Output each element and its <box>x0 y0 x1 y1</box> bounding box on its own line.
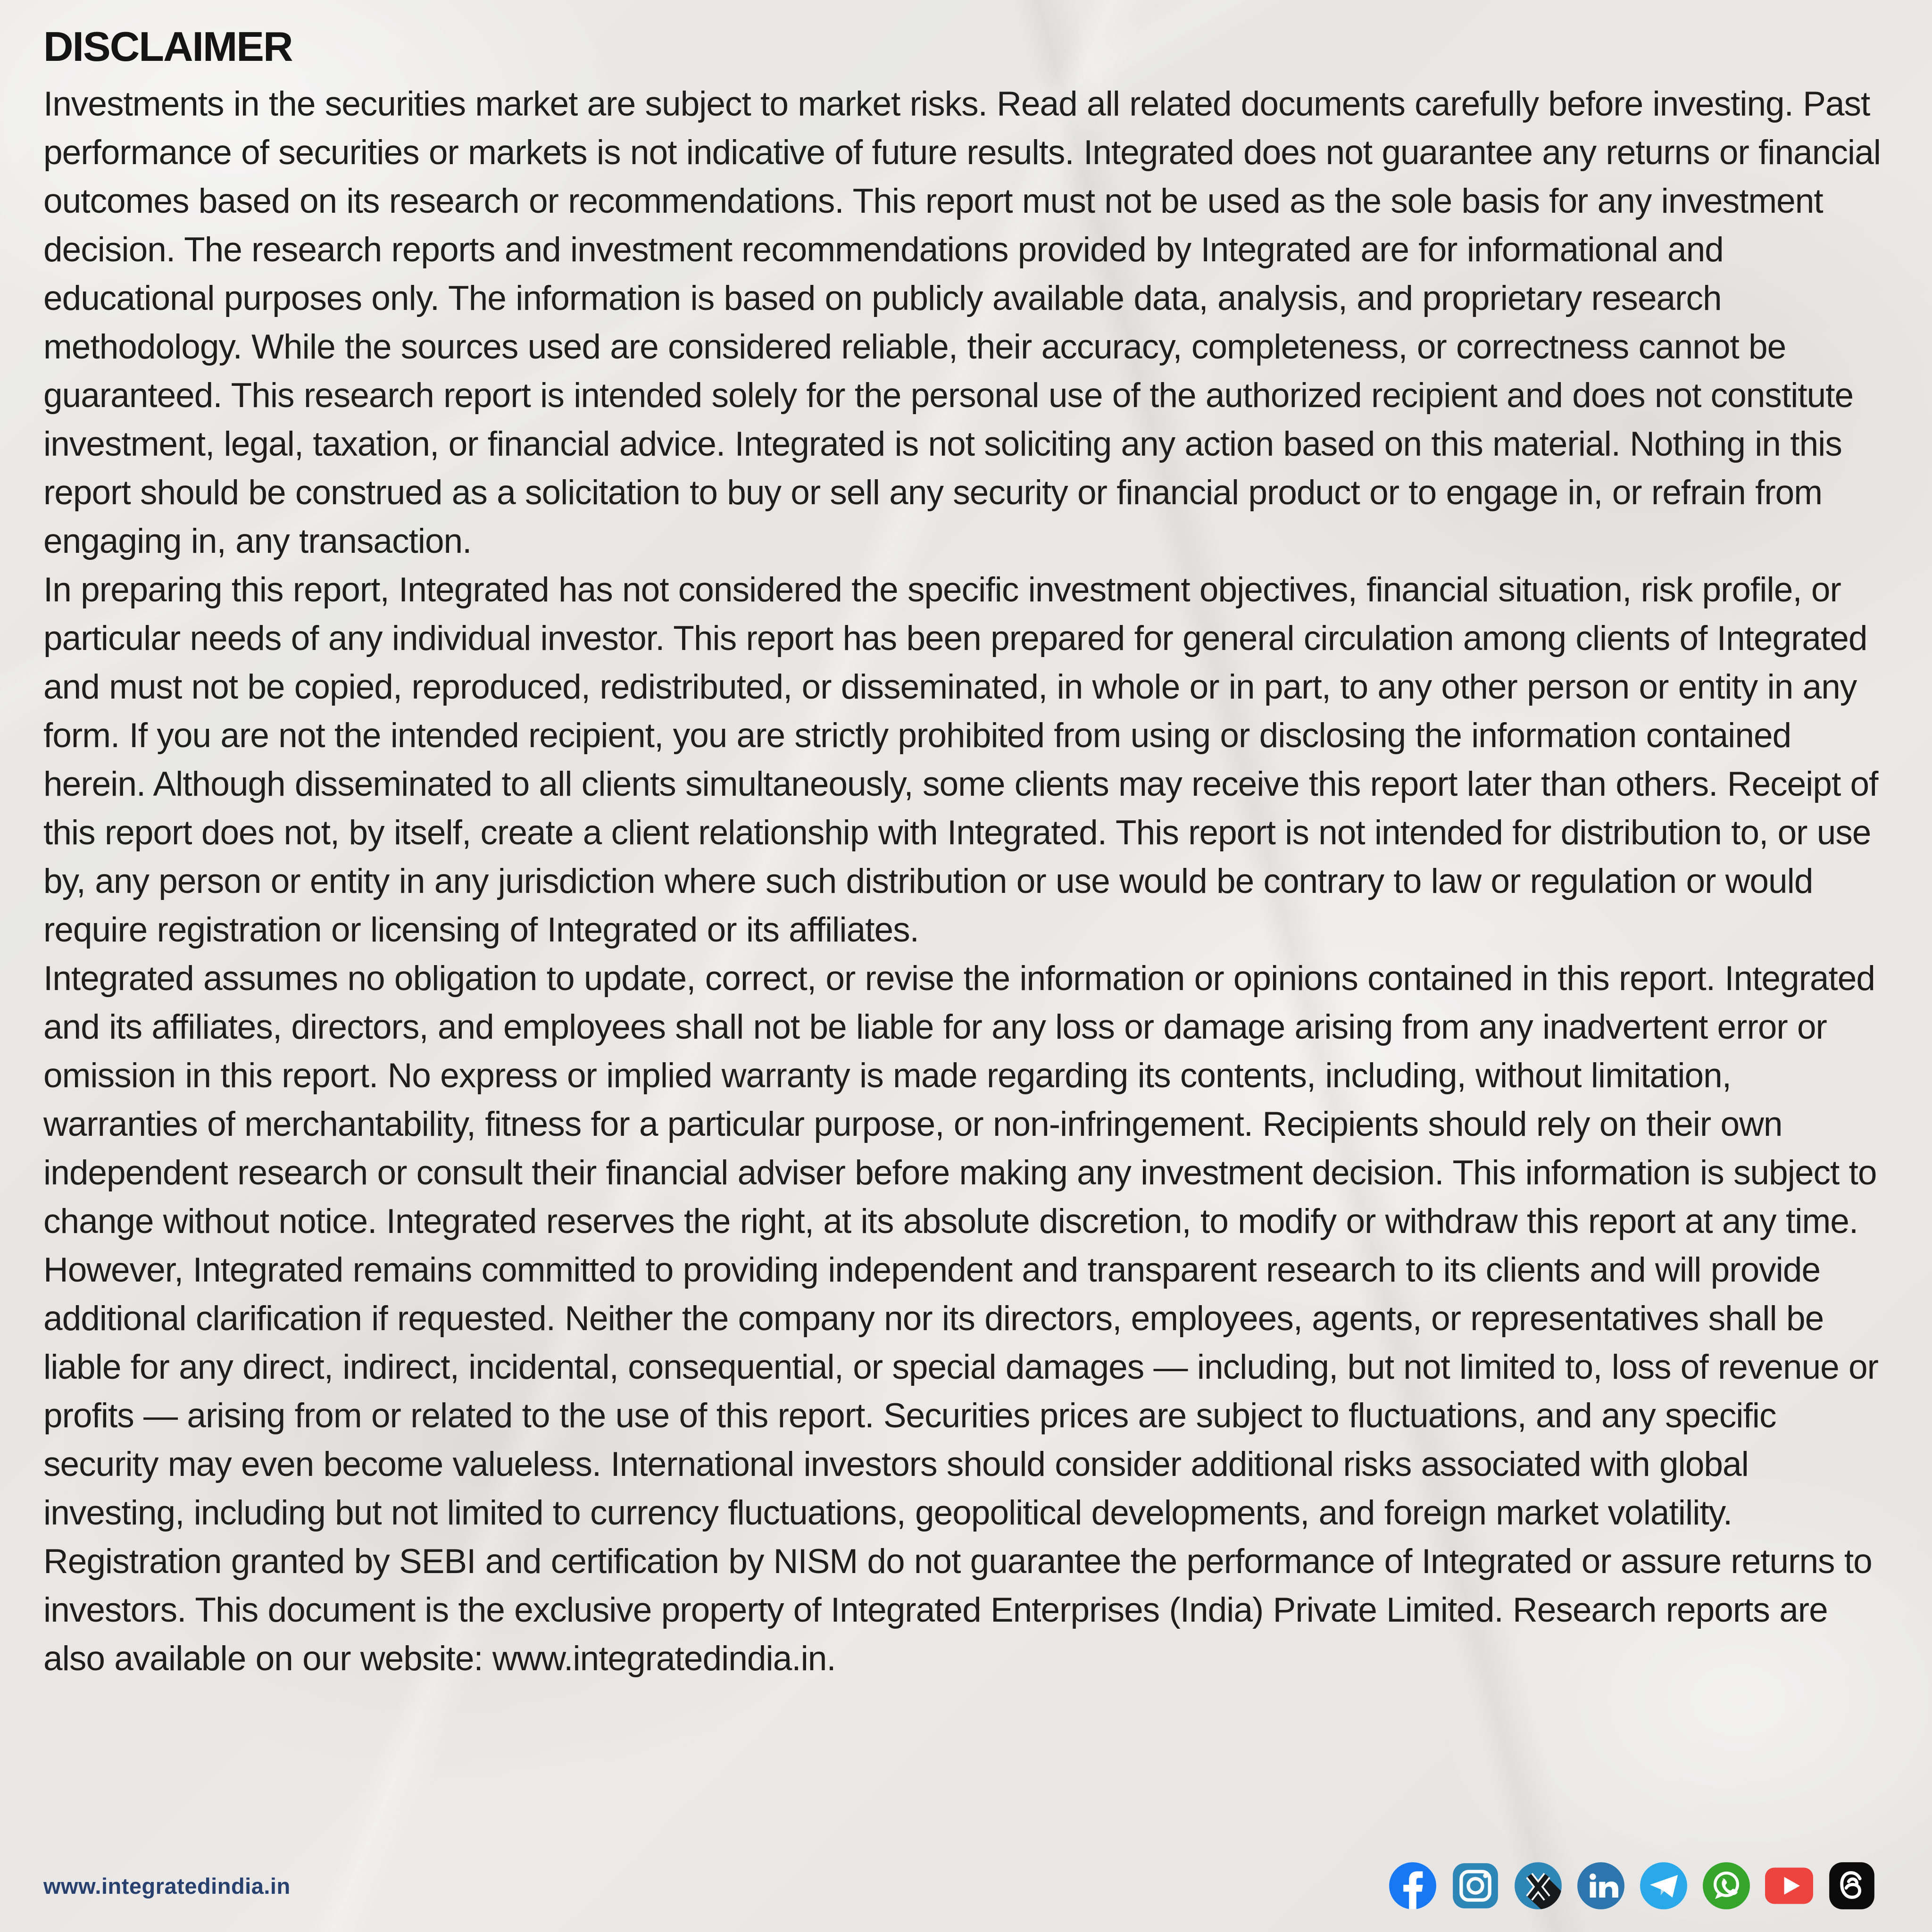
x-icon <box>1514 1861 1563 1910</box>
social-link-threads[interactable] <box>1827 1861 1876 1910</box>
social-link-x[interactable] <box>1514 1861 1563 1910</box>
social-link-facebook[interactable] <box>1388 1861 1437 1910</box>
social-link-whatsapp[interactable] <box>1702 1861 1751 1910</box>
footer <box>43 1857 1876 1914</box>
social-link-telegram[interactable] <box>1639 1861 1688 1910</box>
linkedin-icon <box>1576 1861 1625 1910</box>
disclaimer-paragraph: In preparing this report, Integrated has not considered the specific investment objectives, financial situation, risk profile, or particular needs of any individual investor. This report has been prepared for general circulation among clients of Integrated and must not be copied, reproduced, redistributed, or disseminated, in whole or in part, to any other person or entity in any form. If you are not the intended recipient, you are strictly prohibited from using or disclosing the information contained herein. Although disseminated to all clients simultaneously, some clients may receive this report later than others. Receipt of this report does not, by itself, create a client relationship with Integrated. This report is not intended for distribution to, or use by, any person or entity in any jurisdiction where such distribution or use would be contrary to law or regulation or would require registration or licensing of Integrated or its affiliates. <box>43 571 1878 949</box>
youtube-icon <box>1765 1861 1814 1910</box>
telegram-icon <box>1639 1861 1688 1910</box>
disclaimer-body <box>43 80 1892 1683</box>
social-link-instagram[interactable] <box>1451 1861 1500 1910</box>
disclaimer-paragraph: Investments in the securities market are subject to market risks. Read all related documents carefully before investing. Past performance of securities or markets is not indicative of future results. Integrated does not guarantee any returns or financial outcomes based on its research or recommendations. This report must not be used as the sole basis for any investment decision. The research reports and investment recommendations provided by Integrated are for informational and educational purposes only. The information is based on publicly available data, analysis, and proprietary research methodology. While the sources used are considered reliable, their accuracy, completeness, or correctness cannot be guaranteed. This research report is intended solely for the personal use of the authorized recipient and does not constitute investment, legal, taxation, or financial advice. Integrated is not soliciting any action based on this material. Nothing in this report should be construed as a solicitation to buy or sell any security or financial product or to engage in, or refrain from engaging in, any transaction. <box>43 85 1881 561</box>
whatsapp-icon <box>1702 1861 1751 1910</box>
threads-icon <box>1827 1861 1876 1910</box>
facebook-icon <box>1388 1861 1437 1910</box>
social-link-youtube[interactable] <box>1765 1861 1814 1910</box>
instagram-icon <box>1451 1861 1500 1910</box>
disclaimer-content <box>43 23 1892 1847</box>
disclaimer-paragraph: Integrated assumes no obligation to update, correct, or revise the information or opinions contained in this report. Integrated and its affiliates, directors, and employees shall not be liable for any loss or damage arising from any inadvertent error or omission in this report. No express or implied warranty is made regarding its contents, including, without limitation, warranties of merchantability, fitness for a particular purpose, or non-infringement. Recipients should rely on their own independent research or consult their financial adviser before making any investment decision. This information is subject to change without notice. Integrated reserves the right, at its absolute discretion, to modify or withdraw this report at any time. However, Integrated remains committed to providing independent and transparent research to its clients and will provide additional clarification if requested. Neither the company nor its directors, employees, agents, or representatives shall be liable for any direct, indirect, incidental, consequential, or special damages — including, but not limited to, loss of revenue or profits — arising from or related to the use of this report. Securities prices are subject to fluctuations, and any specific security may even become valueless. International investors should consider additional risks associated with global investing, including but not limited to currency fluctuations, geopolitical developments, and foreign market volatility. Registration granted by SEBI and certification by NISM do not guarantee the performance of Integrated or assure returns to investors. This document is the exclusive property of Integrated Enterprises (India) Private Limited. Research reports are also available on our website: www.integratedindia.in. <box>43 959 1878 1678</box>
social-icons-row <box>1388 1861 1876 1910</box>
social-link-linkedin[interactable] <box>1576 1861 1625 1910</box>
page-title: DISCLAIMER <box>43 23 292 70</box>
website-link[interactable]: www.integratedindia.in <box>43 1873 291 1899</box>
